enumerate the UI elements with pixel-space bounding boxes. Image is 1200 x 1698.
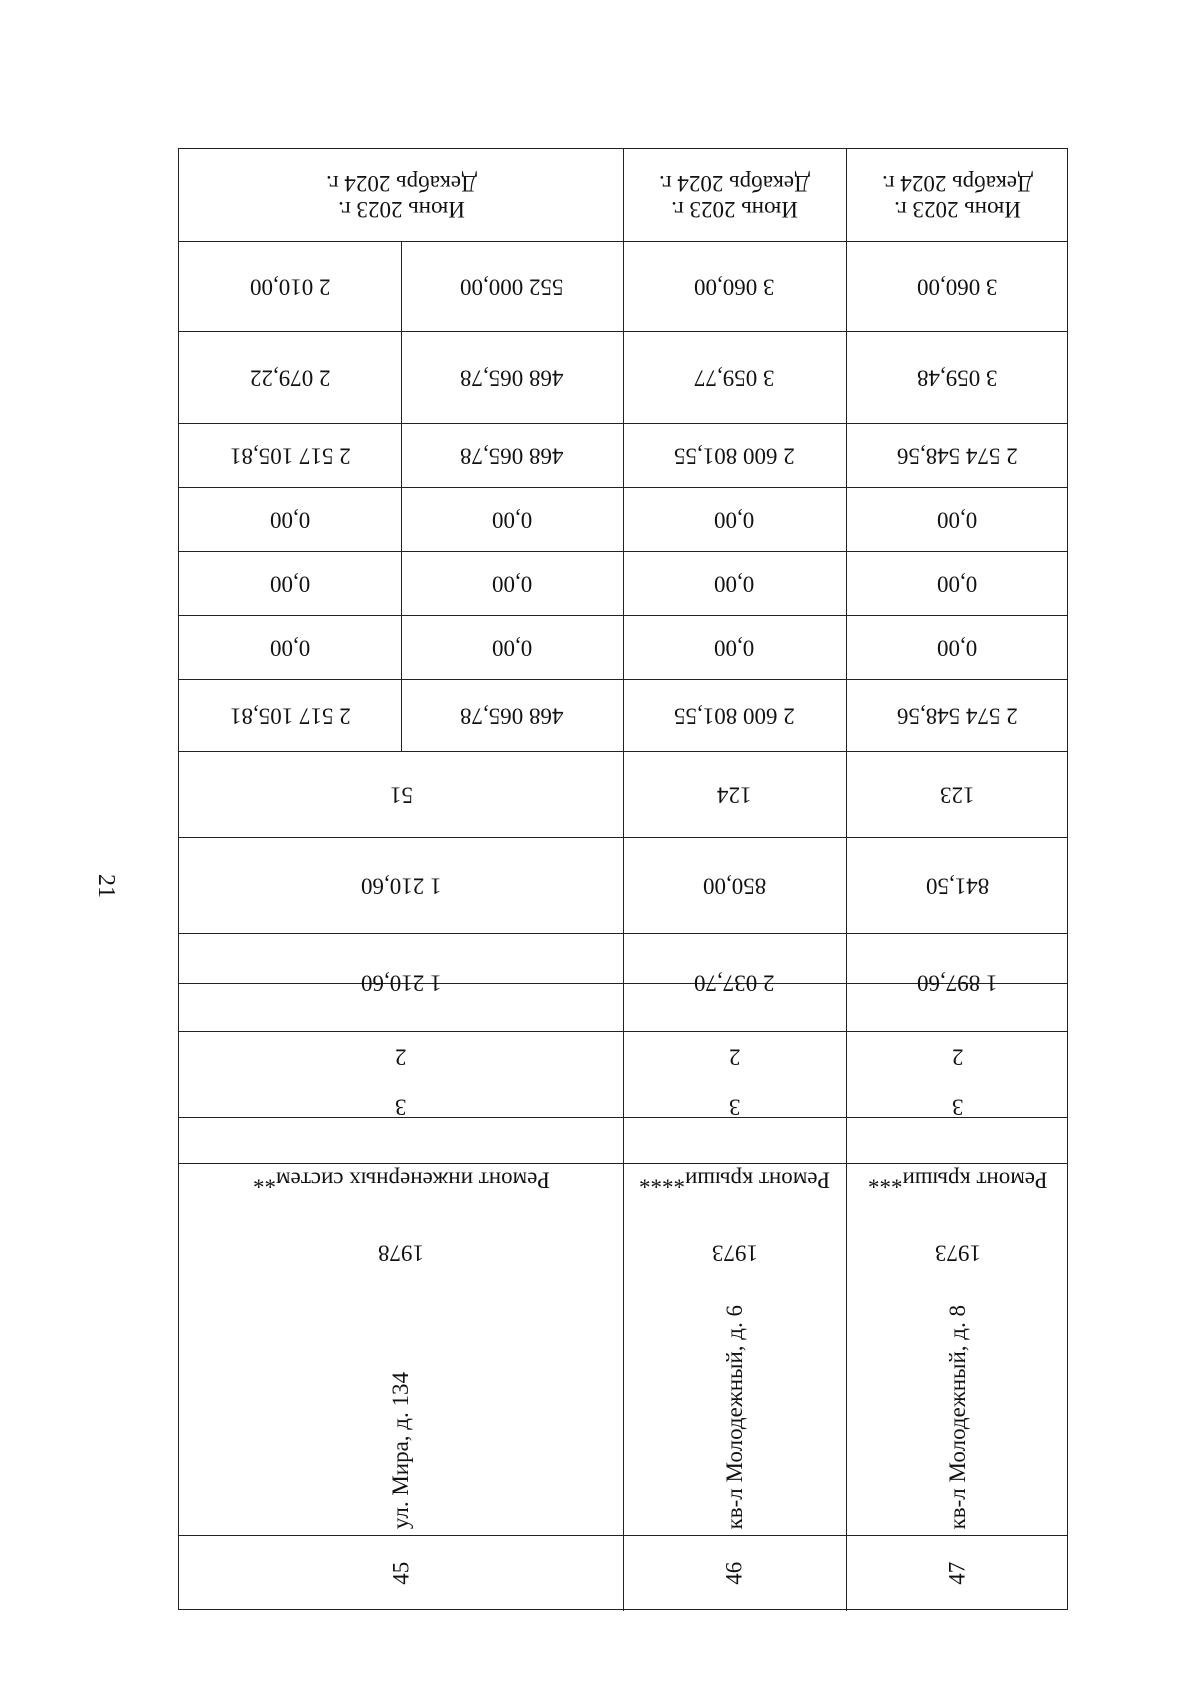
cost-cell: 468 065,78 — [460, 365, 564, 391]
limit-cell: 3 060,00 — [917, 274, 998, 300]
period-cell — [623, 149, 846, 241]
period-end: Декабрь 2024 г. — [325, 170, 477, 195]
area-cell: 1 897,60 — [917, 970, 998, 996]
sum-cell: 2 574 548,56 — [897, 443, 1018, 469]
code-cell: 2 — [395, 1044, 407, 1070]
zero-cell: 0,00 — [491, 507, 533, 533]
area-cell: 2 037,70 — [694, 970, 775, 996]
count-cell: 51 — [389, 782, 413, 808]
year-cell: 1973 — [711, 1240, 758, 1266]
sum-cell: 468 065,78 — [460, 443, 564, 469]
address-cell — [846, 1277, 1069, 1535]
row-number-cell: 47 — [944, 1561, 970, 1585]
object-table — [178, 148, 1068, 1610]
period-start: Июнь 2023 г. — [671, 196, 798, 222]
zero-cell: 0,00 — [269, 507, 311, 533]
total-cell: 2 600 801,55 — [674, 703, 795, 729]
zero-cell: 0,00 — [937, 507, 978, 533]
period-cell — [179, 149, 623, 241]
cost-cell: 3 059,77 — [694, 365, 775, 391]
row-number-cell: 46 — [721, 1561, 747, 1585]
period-start: Июнь 2023 г. — [894, 196, 1021, 222]
zero-cell: 0,00 — [937, 571, 978, 597]
area-cell: 841,50 — [925, 873, 990, 899]
address-text: кв-л Молодежный, д. 8 — [944, 1304, 970, 1529]
address-text: кв-л Молодежный, д. 6 — [721, 1304, 747, 1529]
period-end: Декабрь 2024 г. — [659, 170, 810, 195]
area-cell: 850,00 — [702, 873, 767, 899]
limit-cell: 552 000,00 — [460, 274, 564, 300]
row-number-cell: 45 — [387, 1561, 413, 1585]
area-cell: 1 210,60 — [360, 970, 442, 996]
count-cell: 123 — [940, 782, 975, 808]
year-cell: 1978 — [378, 1240, 424, 1266]
code-cell: 2 — [951, 1044, 964, 1070]
sum-cell: 2 517 105,81 — [229, 443, 351, 469]
total-cell: 2 517 105,81 — [229, 703, 351, 729]
code-cell: 3 — [395, 1094, 407, 1120]
code-cell: 3 — [728, 1094, 741, 1120]
zero-cell: 0,00 — [269, 571, 311, 597]
period-end: Декабрь 2024 г. — [882, 170, 1033, 195]
zero-cell: 0,00 — [714, 571, 755, 597]
period-cell — [846, 149, 1069, 241]
sum-cell: 2 600 801,55 — [674, 443, 795, 469]
work-type-cell: Ремонт крыши**** — [638, 1167, 830, 1193]
cost-cell: 3 059,48 — [917, 365, 998, 391]
code-cell: 2 — [728, 1044, 741, 1070]
total-cell: 468 065,78 — [460, 703, 564, 729]
page-number: 21 — [93, 874, 120, 898]
zero-cell: 0,00 — [714, 507, 755, 533]
limit-cell: 2 010,00 — [249, 274, 331, 300]
work-type-cell: Ремонт крыши*** — [867, 1167, 1048, 1193]
address-cell — [623, 1277, 846, 1535]
year-cell: 1973 — [934, 1240, 981, 1266]
zero-cell: 0,00 — [714, 635, 755, 661]
limit-cell: 3 060,00 — [694, 274, 775, 300]
address-text: ул. Мира, д. 134 — [388, 1371, 413, 1529]
work-type-cell: Ремонт инженерных систем** — [252, 1167, 550, 1193]
count-cell: 124 — [717, 782, 752, 808]
zero-cell: 0,00 — [491, 635, 533, 661]
area-cell: 1 210,60 — [360, 873, 442, 899]
address-cell — [179, 1277, 623, 1535]
zero-cell: 0,00 — [491, 571, 533, 597]
zero-cell: 0,00 — [269, 635, 311, 661]
cost-cell: 2 079,22 — [249, 365, 331, 391]
total-cell: 2 574 548,56 — [897, 703, 1018, 729]
period-start: Июнь 2023 г. — [337, 196, 465, 222]
code-cell: 3 — [951, 1094, 964, 1120]
zero-cell: 0,00 — [937, 635, 978, 661]
